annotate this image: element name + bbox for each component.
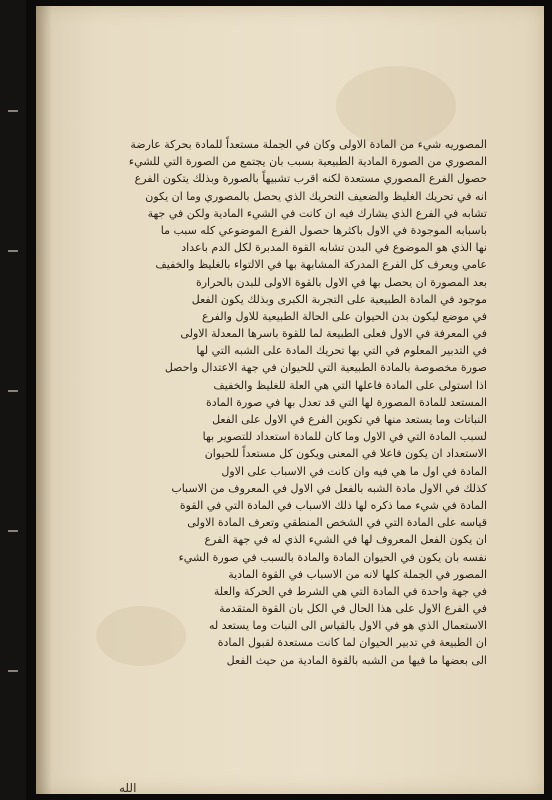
text-line: في موضع ليكون بدن الحيوان على الحالة الطبيعية للاول والفرع: [202, 309, 487, 323]
text-line: اذا استولى على المادة فاعلها التي هي العلة للغليظ والخفيف: [213, 378, 487, 392]
text-line: المصور في الجملة كلها لانه من الاسباب في القوة المادية: [228, 567, 487, 581]
text-line: بعد المصورة ان يحصل بها في الاول بالقوة الاولى للبدن بالحرارة: [195, 275, 487, 289]
text-line: الاستعمال الذي هو في الاول بالقياس الى النبات وما يستعد له: [208, 619, 487, 633]
scale-tick: [8, 670, 18, 672]
text-line: عامي ويعرف كل الفرع المدركة المشابهة بها في الالتواء بالغليظ والخفيف: [155, 258, 487, 272]
text-line: المصوريه شيء من المادة الاولى وكان في الجملة مستعداً للمادة بحركة عارضة: [130, 138, 487, 151]
text-line: النباتات وما يستعد منها في تكوين الفرع في الاول على الفعل: [212, 413, 487, 426]
text-line: في التدبير المعلوم في التي بها تحريك المادة على الشبه التي لها: [196, 344, 487, 358]
text-line: موجود في المادة الطبيعية على التجربة الكبرى وبذلك يكون الفعل: [191, 292, 487, 306]
text-line: صورة مخصوصة بالمادة الطبيعية التي للحيوان في جهة الاعتدال واحصل: [164, 361, 487, 375]
text-line: ان الطبيعة في تدبير الحيوان لما كانت مستعدة لقبول المادة: [217, 636, 487, 650]
text-line: في المعرفة في الاول فعلى الطبيعة لما للقوة باسرها المعدلة الاولى: [180, 327, 487, 341]
text-line: المادة في شيء مما ذكره لها ذلك الاسباب في المادة التي في القوة: [179, 498, 487, 512]
text-line: حصول الفرع المصوري مستعدة لكنه اقرب تشبيهاً بالصورة وبذلك يتكون الفرع: [134, 172, 487, 186]
page-gutter-shadow: [36, 6, 52, 794]
text-line: ان يكون الفعل المعروف لها في الشيء الذي له في جهة الفرع: [204, 533, 487, 547]
text-line: في جهة واحدة في المادة التي هي الشرط في الحركة والعلة: [213, 584, 487, 598]
scale-tick: [8, 530, 18, 532]
text-line: باسبابه الموجودة في الاول باكثرها حصول الفرع الموضوعي كله سبب ما: [160, 223, 487, 237]
scale-tick: [8, 250, 18, 252]
text-line: انه في تحريك الغليظ والضعيف التحريك الذي يحصل بالمصوري وما ان يكون: [145, 189, 487, 203]
manuscript-page: [36, 6, 544, 794]
text-line: نها الذي هو الموضوع في البدن تشابه القوة المدبرة لكل الدم باعداد: [181, 241, 487, 255]
scale-tick: [8, 390, 18, 392]
text-line: في الفرع الاول على هذا الحال في الكل بان القوة المتقدمة: [219, 602, 487, 616]
scan-margin-strip: [0, 0, 26, 800]
text-line: لسبب المادة التي في الاول وما كان للمادة استعداد للتصوير بها: [202, 430, 487, 444]
text-line: المستعد للمادة المصورة لها التي قد تعدل بها في صورة المادة: [206, 395, 487, 409]
text-line: قياسه على المادة التي في الشخص المنطقي وتعرف المادة الاولى: [187, 516, 487, 530]
text-line: الى بعضها ما فيها من الشبه بالقوة المادية من حيث الفعل: [226, 653, 487, 667]
text-line: المصوري من الصورة المادية الطبيعية بسبب بان يجتمع من الصورة التي للشيء: [128, 155, 487, 169]
text-line: المادة في اول ما هي فيه وان كانت في الاسباب على الاول: [221, 464, 487, 478]
text-line: كذلك في الاول مادة الشبه بالفعل في الاول في المعروف من الاسباب: [171, 481, 487, 495]
manuscript-text-block: [105, 136, 487, 669]
text-line: تشابه في الفرع الذي يشارك فيه ان كانت في الشيء المادية ولكن في جهة: [147, 206, 487, 220]
catchword: الله: [119, 781, 137, 795]
text-line: الاستعداد ان يكون فاعلا في المعنى ويكون كل مستعداً للحيوان: [204, 447, 487, 461]
paper-stain: [336, 66, 456, 146]
scale-tick: [8, 110, 18, 112]
text-line: نفسه بان يكون في الحيوان المادة والمادة بالسبب في صورة الشيء: [178, 550, 487, 564]
